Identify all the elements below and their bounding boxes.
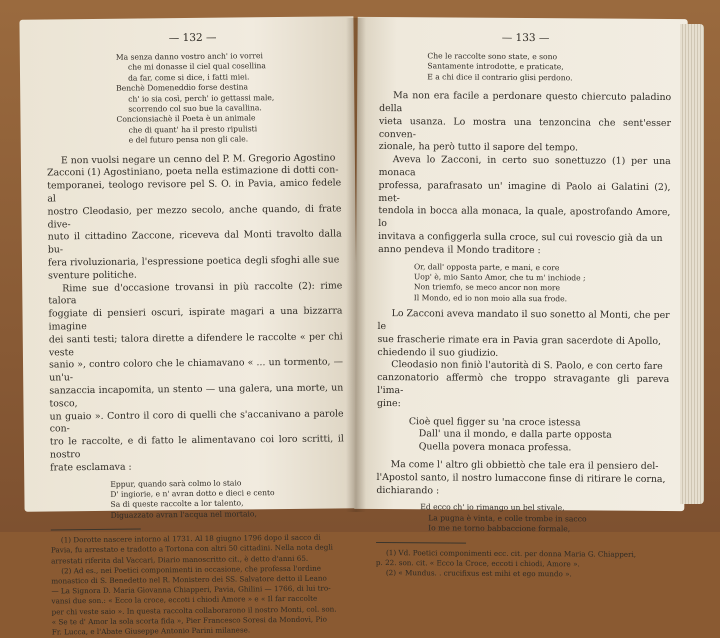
footnote-line: (2) « Mundus. . crucifixus est mihi et ego mundo ». [385,568,572,579]
text-line: fera rivoluzionaria, l'espressione poetica degli sfoghi alle sue [47,254,340,269]
text-line: tendola in bocca alla monaca, la quale, apostrofando Amore, lo [378,205,671,230]
poem-end [376,502,668,535]
footnote-line: vansi due son.: « Ecco la croce, eccoti i chiodi Amore » e « Il far raccolte [51,594,318,606]
verse: Ma senza danno vostro anch' io vorrei [115,51,263,62]
footnote-line: p. 22. son. cit. « Ecco la Croce, eccoti i chiodi, Amore ». [375,557,580,569]
body-paragraph-1 [47,152,342,283]
verse: scorrendo col suo bue la cavallina. [128,103,262,114]
verse: Santamente introdotte, e praticate, [427,61,564,72]
verse: Io me ne torno babbaccione formale, [428,523,571,534]
verse: ch' io sia così, perch' io gettassi male, [128,92,275,104]
verse: Che le raccolte sono state, e sono [427,51,558,62]
footnote-line: « Se te d' Amor la sola scorta fida », Pier Francesco Soresi da Mondovì, Pio [51,614,327,627]
text-line: frate esclamava : [50,461,132,474]
footnote-line: arrestati riferita dal Vaccari, Diario manoscritto cit., è detto d'anni 65. [51,553,309,566]
poem-mid [378,262,670,306]
text-line: sanzaccia incapomita, un stento — una galera, una morte, un tosco, [49,382,344,410]
text-line: nuto il cittadino Zaccone, riceveva dal Monti travolto dalla bu- [47,228,342,256]
text-line: Rime sue d'occasione trovansi in più raccolte (2): rime talora [48,280,343,307]
right-page [354,17,687,579]
text-line: dichiarando : [376,484,440,496]
page-number-right: — 133 — [501,31,550,45]
text-line: dei santi testi; talora dirette a difendere le raccolte « per chi veste [48,331,343,359]
verse: Or, dall' opposta parte, e mani, e core [413,261,560,272]
text-line: Ma non era facile a perdonare questo chiercuto paladino della [379,90,672,115]
text-line: temporanei, teologo revisore pel S. O. in Pavia, amico fedele al [47,177,342,205]
footnote-line: (2) Ad es., nei Poetici componimenti in occasione, che professa l'ordine [61,563,322,576]
text-line: professa, parafrasato un' imagine di Paolo ai Galatini (2), met- [378,179,671,204]
text-line: foggiate di pensieri oscuri, ispirate magari a una bizzarra imagine [48,305,343,333]
text-line: invitava a configgerla sulla croce, sul cui rovescio già da un [378,230,663,244]
body-paragraph-r1 [378,90,671,258]
page-edges [680,24,704,504]
verse: La pugna è vinta, e colle trombe in sacco [428,513,587,524]
verse: Ed ecco ch' io rimango un bel stivale, [420,502,565,513]
footnote-line: monastico di S. Benedetto nel R. Monistero dei SS. Salvatore detto il Leano [51,573,327,586]
verse: Eppur, quando sarà colmo lo staio [110,478,242,489]
footnote-line: per chi veste saio ». In questa raccolta collaborarono il nostro Monti, col. son. [51,604,337,617]
footnote-line: Fr. Lucca, e l'Abate Giuseppe Antonio Parini milanese. [51,625,251,637]
left-page [19,16,358,637]
footnote-line: (1) Dorotte nascere intorno al 1731. Al 18 giugno 1796 dopo il sacco di [60,532,321,545]
text-line: Ma come l' altro gli obbiettò che tale era il pensiero del- [390,459,659,472]
footnote-divider [376,542,466,544]
verse: e del futuro pensa non gli cale. [128,134,249,145]
poem-big [377,416,669,456]
poem-1 [46,50,341,147]
body-paragraph-2 [48,280,344,475]
poem-top [379,51,671,84]
text-line: Zacconi (1) Agostiniano, poeta nella estimazione di dotti con- [46,164,339,179]
footnote-line: — La Signora D. Maria Giovanna Chiapperi, Pavia, Ghilini — 1766, di lui tro- [51,583,331,596]
verse: Dall' una il mondo, e dalla parte opposta [418,428,612,442]
verse: che di quant' ha il presto ripulisti [128,124,258,135]
body-paragraph-r3 [376,459,668,499]
footnote-line: (1) Vd. Poetici componimenti ecc. cit. per donna Maria G. Chiapperi, [385,547,637,559]
book-gutter [346,18,366,512]
verse: Quella povera monaca professa. [418,441,572,454]
poem-2 [50,477,344,522]
text-line: chiedendo il suo giudizio. [377,346,499,359]
verse: D' ingiorie, e n' avran dotto e dieci e cento [110,488,275,499]
verse: che mi donasse il ciel qual cosellina [127,61,266,73]
text-line: vieta usanza. Lo mostra una tenzoncina che sent'esser conven- [378,115,672,140]
text-line: zionale, ha però tutto il sapore del tempo. [378,141,579,154]
text-line: Aveva lo Zacconi, in certo suo sonettuzzo (1) per una monaca [378,154,671,179]
verse: Benchè Domeneddio forse destina [116,82,249,93]
footnote-line: Pavia, fu arrestato e tradotto a Tortona con altri 50 cittadini. Nella nota degli [50,542,333,555]
text-line: sventure politiche. [48,269,137,282]
text-line: sue frascherie rimate era in Pavia gran sacerdote di Apollo, [377,333,662,347]
verse: Non triemfo, se meco ancor non more [413,282,561,293]
verse: E a chi dice il contrario glisi perdono. [427,72,573,83]
footnote-divider [51,529,141,531]
body-paragraph-r2 [377,308,670,412]
verse: da far, come si dice, i fatti miei. [128,72,250,83]
verse: Il Mondo, ed io non moio alla sua frode. [413,293,568,304]
verse: Sa di queste raccolte a lor talento, [110,498,244,510]
verse: Cioè quel figger su 'na croce istessa [408,415,581,428]
text-line: gine: [376,397,401,409]
text-line: canzonatorio affermò che troppo stravagante gli pareva l'ima- [377,372,670,397]
text-line: Cleodasio non finiò l'autorità di S. Paolo, e con certo fare [391,359,663,373]
text-line: tro le raccolte, e di fatto le alimentavano coi loro scritti, il nostro [49,433,344,461]
footnotes-left [51,533,346,638]
text-line: anno pendeva il Mondo traditore : [378,243,541,256]
footnotes-right [376,548,668,581]
verse: Concionsiachè il Poeta è un animale [116,113,256,125]
text-line: un guaio ». Contro il coro di quelli che s'accanivano a parole con- [49,407,344,435]
text-line: nostro Cleodasio, per mezzo secolo, anche quando, di frate dive- [47,203,342,231]
page-number-left: — 132 — [168,31,217,45]
text-line: E non vuolsi negare un cenno del P. M. Gregorio Agostino [60,152,336,166]
text-line: l'Apostol santo, il nostro lumaccone finse di ritirare le corna, [376,471,666,485]
text-line: Lo Zacconi aveva mandato il suo sonetto al Monti, che per le [377,308,670,333]
verse: Uop' è, mio Santo Amor, che tu m' inchiode ; [413,272,586,283]
text-line: sanio », contro coloro che le chiamavano « ... un tormento, — un'u- [48,356,344,384]
verse: Diguazzato avran l'acqua nel mortaio, [110,509,257,520]
